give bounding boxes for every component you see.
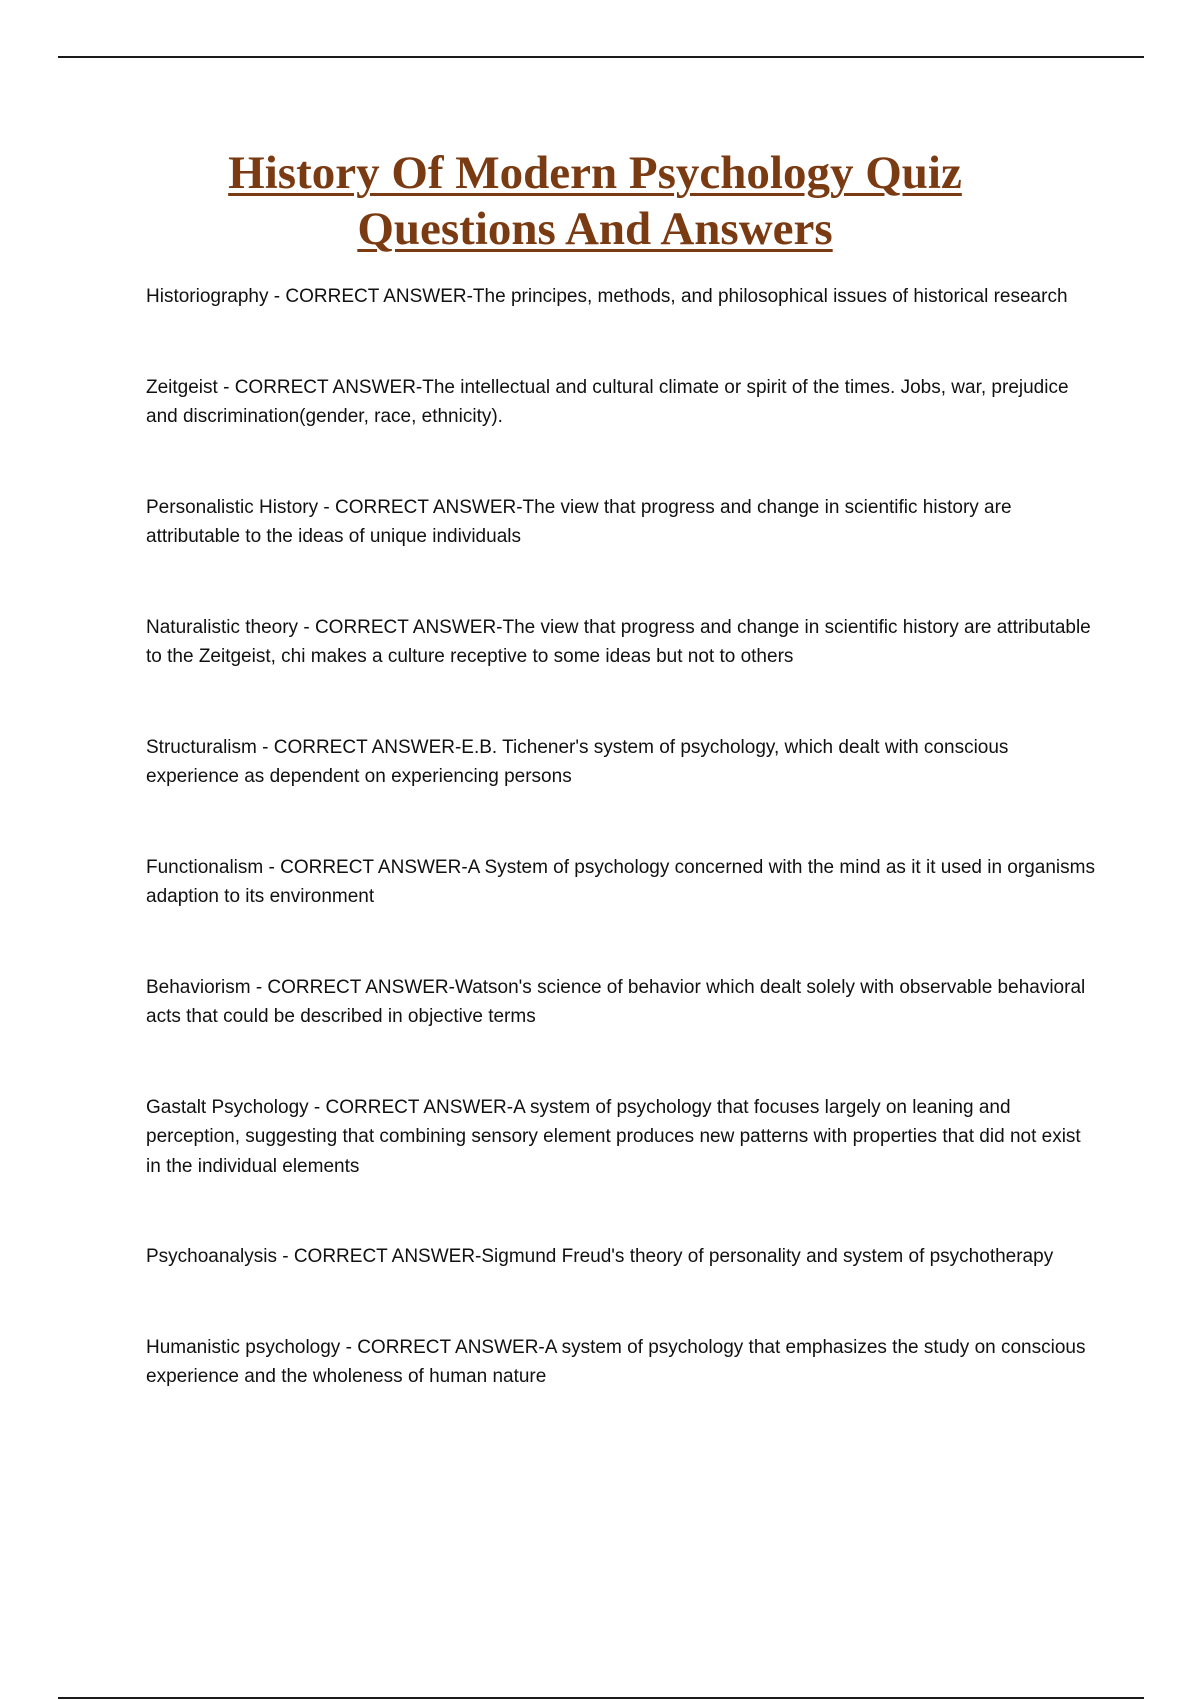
document-title <box>100 145 1090 257</box>
qa-entry-functionalism: Functionalism - CORRECT ANSWER-A System of psychology concerned with the mind as it it used in organisms adaption to its environment <box>146 856 1095 907</box>
title-line-2: Questions And Answers <box>357 203 833 255</box>
qa-list <box>146 282 1096 1392</box>
qa-entry-humanistic-psychology: Humanistic psychology - CORRECT ANSWER-A system of psychology that emphasizes the study on conscious experience and the wholeness of human nature <box>146 1336 1086 1387</box>
qa-entry-zeitgeist: Zeitgeist - CORRECT ANSWER-The intellectual and cultural climate or spirit of the times. Jobs, war, prejudice and discrimination(gender, race, ethnicity). <box>146 376 1069 427</box>
bottom-rule <box>58 1697 1144 1699</box>
qa-entry-historiography: Historiography - CORRECT ANSWER-The principes, methods, and philosophical issues of historical research <box>146 286 1068 307</box>
qa-entry-naturalistic-theory: Naturalistic theory - CORRECT ANSWER-The view that progress and change in scientific history are attributable to the Zeitgeist, chi makes a culture receptive to some ideas but not to others <box>146 616 1091 667</box>
qa-entry-psychoanalysis: Psychoanalysis - CORRECT ANSWER-Sigmund Freud's theory of personality and system of psychotherapy <box>146 1246 1054 1267</box>
title-line-1: History Of Modern Psychology Quiz <box>228 147 962 199</box>
qa-entry-gastalt-psychology: Gastalt Psychology - CORRECT ANSWER-A system of psychology that focuses largely on leaning and perception, suggesting that combining sensory element produces new patterns with properties that did not exist in the individual elements <box>146 1096 1081 1177</box>
top-rule <box>58 56 1144 58</box>
qa-entry-structuralism: Structuralism - CORRECT ANSWER-E.B. Tichener's system of psychology, which dealt with conscious experience as dependent on experiencing persons <box>146 736 1009 787</box>
qa-entry-behaviorism: Behaviorism - CORRECT ANSWER-Watson's science of behavior which dealt solely with observable behavioral acts that could be described in objective terms <box>146 976 1086 1027</box>
qa-entry-personalistic-history: Personalistic History - CORRECT ANSWER-The view that progress and change in scientific history are attributable to the ideas of unique individuals <box>146 496 1012 547</box>
